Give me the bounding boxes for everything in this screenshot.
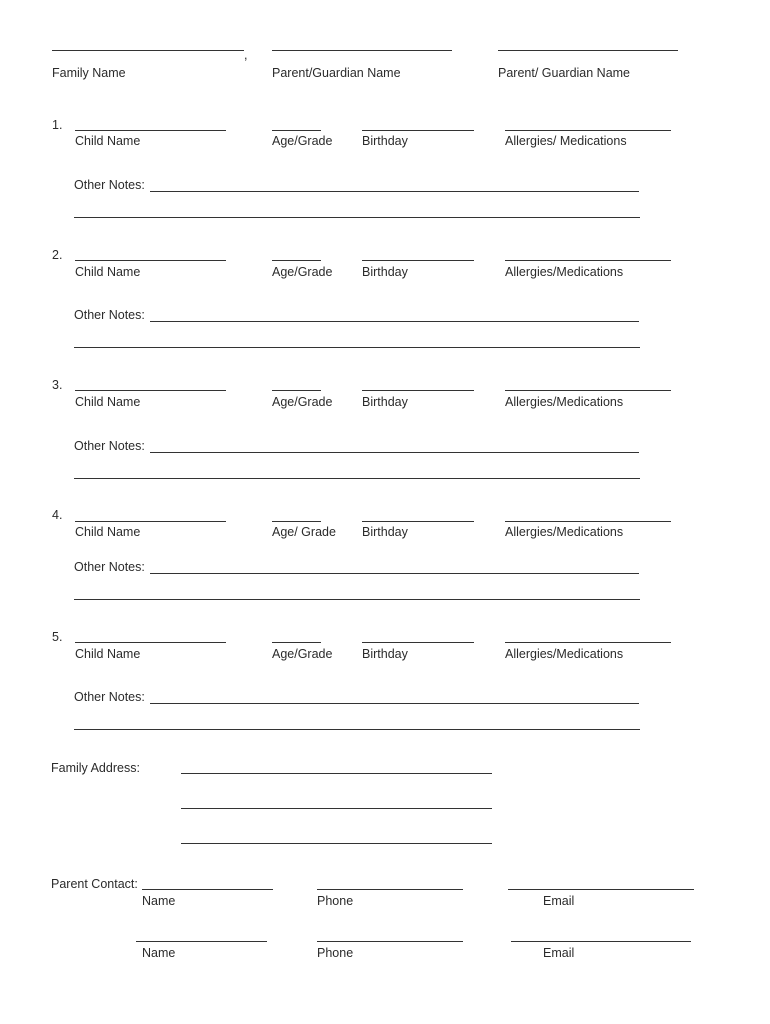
contact2-name-label: Name (142, 946, 176, 960)
child-section-2 (0, 248, 770, 358)
age-grade-field[interactable] (272, 260, 321, 261)
birthday-field[interactable] (362, 260, 474, 261)
contact2-email-label: Email (543, 946, 575, 960)
age-grade-field[interactable] (272, 130, 321, 131)
child-section-1 (0, 118, 770, 228)
parent-contact-label: Parent Contact: (51, 877, 138, 891)
other-notes-field-1[interactable] (150, 191, 639, 192)
other-notes-label: Other Notes: (74, 690, 145, 704)
allergies-field[interactable] (505, 521, 671, 522)
other-notes-field-2[interactable] (74, 729, 640, 730)
contact1-name-field[interactable] (142, 889, 273, 890)
allergies-field[interactable] (505, 390, 671, 391)
other-notes-field-1[interactable] (150, 452, 639, 453)
age-grade-label: Age/Grade (272, 134, 333, 148)
child-section-4 (0, 508, 770, 618)
address-line-1[interactable] (181, 773, 492, 774)
other-notes-field-1[interactable] (150, 573, 639, 574)
guardian1-name-field[interactable] (272, 50, 452, 51)
address-line-2[interactable] (181, 808, 492, 809)
child-number: 3. (52, 378, 63, 392)
allergies-field[interactable] (505, 130, 671, 131)
family-name-field[interactable] (52, 50, 244, 51)
contact1-phone-field[interactable] (317, 889, 463, 890)
contact1-name-label: Name (142, 894, 176, 908)
birthday-label: Birthday (362, 647, 408, 661)
child-name-label: Child Name (75, 647, 141, 661)
allergies-label: Allergies/Medications (505, 395, 624, 409)
birthday-label: Birthday (362, 134, 408, 148)
child-section-3 (0, 378, 770, 488)
child-number: 2. (52, 248, 63, 262)
other-notes-label: Other Notes: (74, 439, 145, 453)
header-comma: , (244, 48, 248, 62)
child-name-label: Child Name (75, 265, 141, 279)
child-name-field[interactable] (75, 130, 226, 131)
allergies-field[interactable] (505, 260, 671, 261)
other-notes-label: Other Notes: (74, 560, 145, 574)
child-number: 4. (52, 508, 63, 522)
child-name-field[interactable] (75, 390, 226, 391)
birthday-field[interactable] (362, 521, 474, 522)
child-name-field[interactable] (75, 521, 226, 522)
other-notes-field-1[interactable] (150, 703, 639, 704)
allergies-label: Allergies/ Medications (505, 134, 627, 148)
allergies-label: Allergies/Medications (505, 525, 624, 539)
birthday-field[interactable] (362, 130, 474, 131)
child-name-field[interactable] (75, 260, 226, 261)
birthday-field[interactable] (362, 390, 474, 391)
contact1-email-label: Email (543, 894, 575, 908)
child-name-field[interactable] (75, 642, 226, 643)
family-name-label: Family Name (52, 66, 126, 80)
age-grade-label: Age/Grade (272, 265, 333, 279)
child-number: 1. (52, 118, 63, 132)
child-name-label: Child Name (75, 134, 141, 148)
contact2-phone-label: Phone (317, 946, 354, 960)
other-notes-field-2[interactable] (74, 347, 640, 348)
birthday-label: Birthday (362, 525, 408, 539)
child-section-5 (0, 630, 770, 740)
address-line-3[interactable] (181, 843, 492, 844)
other-notes-field-2[interactable] (74, 599, 640, 600)
other-notes-field-2[interactable] (74, 217, 640, 218)
age-grade-label: Age/Grade (272, 395, 333, 409)
birthday-label: Birthday (362, 395, 408, 409)
other-notes-field-2[interactable] (74, 478, 640, 479)
allergies-label: Allergies/Medications (505, 265, 624, 279)
child-number: 5. (52, 630, 63, 644)
contact2-name-field[interactable] (136, 941, 267, 942)
age-grade-field[interactable] (272, 521, 321, 522)
age-grade-label: Age/Grade (272, 647, 333, 661)
contact1-email-field[interactable] (508, 889, 694, 890)
other-notes-label: Other Notes: (74, 178, 145, 192)
contact1-phone-label: Phone (317, 894, 354, 908)
family-address-label: Family Address: (51, 761, 140, 775)
birthday-field[interactable] (362, 642, 474, 643)
age-grade-field[interactable] (272, 390, 321, 391)
guardian2-name-field[interactable] (498, 50, 678, 51)
age-grade-label: Age/ Grade (272, 525, 336, 539)
allergies-label: Allergies/Medications (505, 647, 624, 661)
child-name-label: Child Name (75, 525, 141, 539)
allergies-field[interactable] (505, 642, 671, 643)
guardian2-name-label: Parent/ Guardian Name (498, 66, 631, 80)
other-notes-field-1[interactable] (150, 321, 639, 322)
contact2-phone-field[interactable] (317, 941, 463, 942)
contact2-email-field[interactable] (511, 941, 691, 942)
child-name-label: Child Name (75, 395, 141, 409)
other-notes-label: Other Notes: (74, 308, 145, 322)
age-grade-field[interactable] (272, 642, 321, 643)
birthday-label: Birthday (362, 265, 408, 279)
guardian1-name-label: Parent/Guardian Name (272, 66, 401, 80)
